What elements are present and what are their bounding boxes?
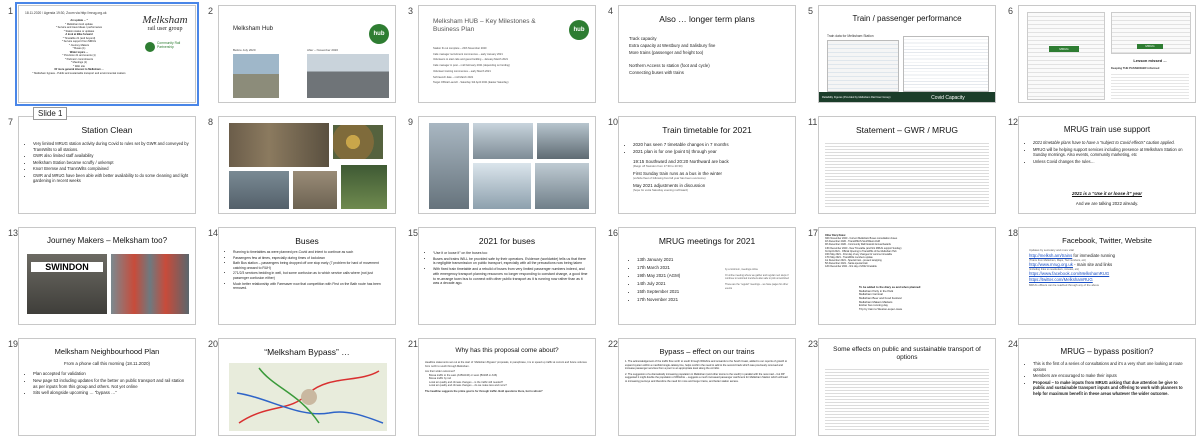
slide-thumbnail-21	[400, 333, 600, 444]
slide-2[interactable]	[218, 5, 396, 103]
twitter-link[interactable]: https://twitter.com/MelkshamRUG	[1029, 277, 1093, 283]
slide-thumbnail-18	[1000, 222, 1200, 333]
options-body	[825, 367, 989, 431]
slide-number: 18	[1008, 228, 1019, 238]
facebook-link[interactable]: https://www.facebook.com/MelkshamRUG	[1029, 271, 1110, 277]
reliability-chart	[827, 40, 899, 92]
slide-number: 14	[208, 228, 219, 238]
town-area	[301, 389, 317, 405]
slide-thumbnail-3	[400, 0, 600, 111]
slide-14[interactable]	[218, 227, 396, 325]
slide-8[interactable]	[218, 116, 396, 214]
slide-number: 17	[808, 228, 819, 238]
lesson-body	[1111, 72, 1189, 100]
slide-thumbnail-2	[200, 0, 400, 111]
slide-title: Facebook, Twitter, Website	[1062, 236, 1152, 245]
station-sign-photo	[537, 123, 589, 159]
partner-icon	[145, 42, 155, 52]
slide-tooltip: Slide 1	[33, 107, 67, 120]
slide-number: 5	[808, 6, 814, 16]
slide-thumbnail-5	[800, 0, 1000, 111]
slide-thumbnail-14	[200, 222, 400, 333]
slide-9[interactable]	[418, 116, 596, 214]
slide-number: 20	[208, 339, 219, 349]
slide-12[interactable]	[1018, 116, 1196, 214]
track-photo	[535, 163, 589, 209]
trains-link[interactable]: http://melksh.am/trains for immediate running	[1029, 252, 1115, 258]
plan-list: • Plan accepted for validation • New page 53 including updates for the better on public transport and rail station as per inputs from this group and others. Not yet online • Sits well alongside upcoming … “bypass …”	[25, 371, 189, 397]
meeting-notes: by a minimum, meetings online Or online meeting where we gather and regular next steps if continue to restricted members also safe to pick unrestricted These are the “regular” meetings – we have pages for other events	[725, 268, 789, 290]
slide-title: Journey Makers – Melksham too?	[46, 236, 168, 245]
station-photo	[229, 123, 329, 167]
slide-title: Station Clean	[81, 125, 133, 135]
slide-thumbnail-20	[200, 333, 400, 444]
slide-7[interactable]	[18, 116, 196, 214]
slide-17[interactable]	[818, 227, 996, 325]
slide-thumbnail-11	[800, 111, 1000, 222]
slide-6[interactable]	[1018, 5, 1196, 103]
agenda-list: An update ... * * Melksham Hub update * Service and travel ideas / performance * Station status or updates A look at Bike forward * Timetable 21 (and beyond) * Service support from MRUG * Journey Makers * Buses (1) Wider topics ... * Provision 21 and events (1) * Partners' commitments * Meetings (1) * Web site Of more general interest to Melksham ... * Melksham bypass - Public and sustainable transport and environmental matters	[32, 19, 126, 75]
slide-thumbnail-10	[600, 111, 800, 222]
slide-18[interactable]	[1018, 227, 1196, 325]
slide-number: 4	[608, 6, 614, 16]
buses-2021-list: • “Use it or loose it” on the buses too • Buses and trains WILL be provided safe by their operators. Evidence (worldwide) tells us that there is negligible transmission on public transport, especially with all the precautions now being taken • With fixed train timetable and a rebuild of buses from very limited passenger numbers indeed, and with emergency transport planning resources no longer responding to constant change, a good time to re-arrange town bus to connect with other public transport as it is running now rather than as it was a decade ago.	[425, 251, 589, 287]
garden-photo	[333, 125, 383, 159]
slide-number: 12	[1008, 117, 1019, 127]
slide-13[interactable]	[18, 227, 196, 325]
slide-thumbnail-22	[600, 333, 800, 444]
plants-photo	[341, 165, 387, 209]
platform-photo	[229, 171, 289, 209]
statement-body	[825, 141, 989, 209]
slide-title: Bypass – effect on our trains	[659, 347, 755, 356]
slide-title: MRUG train use support	[1063, 125, 1151, 134]
planned-events: To be added to the diary as and when planned: Melksham Party in the Park Melksham Carnival Melksham Beer and Food Festival Melksham Makers Markets Ember bus running day Trip by train to Weston-super-mare	[859, 285, 922, 311]
buses-list: • Running to timetables as were planned pre-Covid and intent to continue as such • Passengers few at times, especially during times of lockdown • Bath Bus station – passengers being dropped off one stop early (7 problem for hard of movement catching onward to RUH) • 271/2/3 services bedding in well, but some confusion as to which service calls where (not just passenger confusion either) • Much better relationship with Faresaver now that competition with First on the Bath route has been removed.	[225, 250, 389, 292]
milestones-list: Station fit out complete – 20th November 2020 Cafe manager recruitment commences – early January 2021 Volunteers to start cafe and guest building – January-March 2021 Cafe manager in post – mid February 2021 (depending on funding) Volunteer training commences – early March 2021 Soft launch date – mid March 2021 Target Official Launch - Saturday 3rd April 2021 (Easter Saturday)	[433, 47, 510, 85]
slide-number: 16	[608, 228, 619, 238]
slide-21[interactable]	[418, 338, 596, 436]
diary-dates: Other Diary Dates: 30th November 2020 - Current Melksham Buses consultation closes 4th December 2020 - TransWilts/S.SouthWest AGM 9th December 2020 - Community Rail Network Annual Awards 13th December 2020 - New Timetable (and first MRUG support Sunday) 3rd April 2021 - Official Opening to TransWilts of the Melksham Hub 16th May 2021 - First day of any changes for summer timetable 17th May 2021 - TransWilts members update 1st December 2021 - Special train - present wrapping 5th December 2021 - Santa special train 12th December 2021 - first day of 2022 timetable	[825, 234, 902, 269]
proposal-body: Headline statements set out at the start of “Melksham Bypass” proposals, in paraphrase, it is to speed up traffic at current and future volumes from north to south through Melksham. Are their wider outcomes? Bossa traffic to the east (A350/A46) or west (B3108 or A36) Bossa traffic by rail Local air quality and climate changes – is the traffic still needed? Local air quality and climate changes – do we make less and more? The headline suggests the prime goal is for through traffic. Bold questions there, but to whom?	[425, 361, 587, 393]
slide-1-selected[interactable]	[18, 5, 196, 103]
mrug-logo: Melksham rail user group	[142, 14, 188, 32]
slide-16[interactable]	[618, 227, 796, 325]
timetable-list: • 2020 has seen 7 timetable changes in 7 months • 2021 plan is for one (point 5) through year	[625, 142, 789, 156]
platform-photo-tall	[429, 123, 469, 209]
slide-11[interactable]	[818, 116, 996, 214]
slide-title: Melksham HUB – Key Milestones & Business Plan	[433, 18, 536, 34]
slide-number: 7	[8, 117, 14, 127]
timetable-details: 19:15 Southward and 20:20 Northward are back (Reign off Swindon from 17:30 to 20:30) First Sunday train runs as a bus in the winter (vehicle fleet of following bus fall year has been overcome) May 2021 adjustments in discussion (hope for extra Saturday evening northward)	[633, 159, 729, 192]
mrug-stamp-left: MRUG	[1049, 46, 1079, 52]
hub-logo: hub	[569, 20, 589, 40]
slide-number: 8	[208, 117, 214, 127]
slide-title: Buses	[295, 236, 319, 246]
slide-thumbnail-7	[0, 111, 200, 222]
hub-logo: hub	[369, 24, 389, 44]
shelter-photo	[293, 171, 337, 209]
slide-thumbnail-6	[1000, 0, 1200, 111]
reliability-footer: Reliability Figures (Provided by Melksham Rail User Group)	[819, 92, 901, 103]
slide-thumbnail-24	[1000, 333, 1200, 444]
slide-number: 3	[408, 6, 414, 16]
slide-thumbnail-1	[0, 0, 200, 118]
slide-10[interactable]	[618, 116, 796, 214]
shelter-photo	[473, 123, 533, 159]
slide-3[interactable]	[418, 5, 596, 103]
slide-number: 13	[8, 228, 19, 238]
slide-number: 9	[408, 117, 414, 127]
lesson-heading: Lesson missed ...	[1133, 58, 1167, 63]
lesson-text: Keeping THE PASSENGER informed	[1111, 66, 1160, 70]
slide-title: Train timetable for 2021	[662, 125, 752, 135]
slide-number: 19	[8, 339, 19, 349]
slide-title: 2021 for buses	[478, 236, 536, 246]
slide-5[interactable]	[818, 5, 996, 103]
mrug-site-link[interactable]: http://www.mrug.org.uk - main site and links	[1029, 262, 1113, 268]
slide-23[interactable]	[818, 338, 996, 436]
slide-thumbnail-12	[1000, 111, 1200, 222]
swindon-sign: SWINDON	[31, 262, 103, 272]
slide-22[interactable]	[618, 338, 796, 436]
plans-list: Track capacity Extra capacity at Westbury and Salisbury fine More trains (passenger and freight too) Northern Access to station (foot and cycle) Connecting buses with trains	[629, 36, 716, 75]
slide-number: 15	[408, 228, 419, 238]
slide-15[interactable]	[418, 227, 596, 325]
slide-number: 11	[808, 117, 818, 127]
slide-20[interactable]	[218, 338, 396, 436]
slide-title: Train / passenger performance	[852, 14, 962, 23]
closing-line: And we are talking 2022 already.	[1075, 201, 1139, 206]
slide-number: 22	[608, 339, 619, 349]
punchline: 2021 is a “Use it or loose it” year	[1071, 191, 1143, 196]
slide-thumbnail-4	[600, 0, 800, 111]
capacity-footer: Covid Capacity	[901, 92, 995, 103]
meeting-dates: • 13th January 2021 • 17th March 2021 • 19th May 2021 (AGM) • 14th July 2021 • 15th September 2021 • 17th November 2021	[629, 256, 727, 304]
slide-thumbnail-15	[400, 222, 600, 333]
slide-title: Statement – GWR / MRUG	[855, 125, 959, 135]
slide-number: 1	[8, 6, 14, 16]
mrug-stamp-right: MRUG	[1137, 44, 1163, 49]
slide-title: Also … longer term plans	[659, 14, 755, 24]
chart-caption: Train data for Melksham Station	[827, 34, 874, 38]
swindon-photo	[27, 254, 107, 314]
slide-title: MRUG – bypass position?	[1060, 347, 1154, 356]
slide-header: 18.11.2020 / Agenda 19:30, Zoom via http://mrug.org.uk	[25, 11, 107, 15]
slide-thumbnail-13	[0, 222, 200, 333]
slide-thumbnail-23	[800, 333, 1000, 444]
bypass-map	[229, 363, 387, 431]
links-list: Updates by secretary and more vital http://melksh.am/trains for immediate running (Trains from Melksham, Maps, Tool numbers, etc) http://www.mrug.org.uk - main site and links (including links to newsletters, minutes, etc) https://www.facebook.com/MelkshamRUG https://twitter.com/MelkshamRUG MRUG officers can be reached through any of the above	[1029, 249, 1189, 288]
before-photo	[233, 54, 279, 98]
slide-number: 21	[408, 339, 419, 349]
after-photo	[307, 54, 389, 98]
slide-title: Why has this proposal come about?	[455, 347, 559, 354]
slide-19[interactable]	[18, 338, 196, 436]
slide-number: 2	[208, 6, 214, 16]
after-label: After – November 2020	[307, 48, 339, 52]
canopy-photo	[473, 163, 531, 209]
capacity-table	[903, 36, 989, 92]
slide-title: “Melksham Bypass” …	[264, 347, 350, 357]
slide-title: Melksham Hub	[233, 26, 274, 32]
slide-title: MRUG meetings for 2021	[658, 236, 756, 246]
slide-thumbnail-17	[800, 222, 1000, 333]
partner-logo: Community Rail Partnership	[145, 42, 183, 52]
clean-list: • Very limited MRUG station activity during Covid to rules set by GWR and conveyed by TransWilts to all stations. • GWR also limited staff availability • Melksham Station became scruffy / unkempt • Knorr Bremse and TransWilts complained • GWR and MRUG have been able with better availability to do some cleaning and light gardening in recent weeks	[25, 141, 189, 185]
slide-title: Some effects on public and sustainable transport of options	[833, 346, 981, 361]
slide-thumbnail-9	[400, 111, 600, 222]
slide-number: 23	[808, 339, 819, 349]
slide-thumbnail-19	[0, 333, 200, 444]
journey-makers-photo	[111, 254, 189, 314]
plan-lead: From a phone call this morning (18.11.2020)	[63, 361, 151, 366]
position-list: • This is the first of a series of consultations and it’s a very short one looking at route options • Members are encouraged to make their inputs • Proposal – to make inputs from MRUG asking that due attention be give to public and sustainable transport inputs and offering to work with planners to help for maximum benefit in these areas whatever the wider outcome.	[1025, 361, 1189, 397]
bypass-effects: 1. The acknowledgement of the traffic flow north to south through Wiltshire and onwards to the South Coast, added to our reports of growth to expand system within a manifold single-railway line, helps confirm the need to add to the second track which was previously removed and increase passenger services from a poor to an appropriate level along the corridor. 2. The suggestion of a dramatically increasing population in Melksham (and other towns to the south) in parallel with the new road – but RP suggested it might double the population of Wiltshire – suggests a much increased passenger catchment for Melksham Station which will lead to increasing journeys and therefore the need for more and longer trains, and better station access.	[625, 360, 788, 383]
support-list: • 2021 timetable plans have to have a “subject to Covid effects” caution applied. • MRUG will be helping support services including presence at Melksham Station on Sunday mornings. Also events, community marketing, etc • Unless Covid changes the rules…	[1025, 140, 1189, 165]
slide-number: 6	[1008, 6, 1014, 16]
slide-4[interactable]	[618, 5, 796, 103]
slide-number: 10	[608, 117, 619, 127]
slide-title: Melksham Neighbourhood Plan	[54, 347, 160, 356]
poster-document	[1027, 12, 1105, 100]
slide-number: 24	[1008, 339, 1019, 349]
slide-24[interactable]	[1018, 338, 1196, 436]
before-label: Before July 2020	[233, 48, 256, 52]
slide-thumbnail-8	[200, 111, 400, 222]
slide-thumbnail-16	[600, 222, 800, 333]
route-options-svg	[229, 363, 387, 431]
